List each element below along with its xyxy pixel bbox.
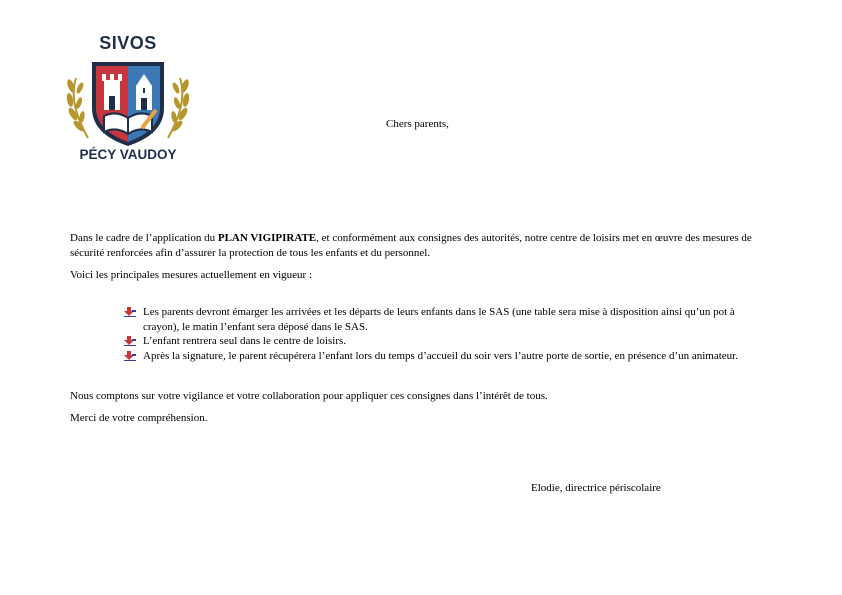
intro-before: Dans le cadre de l’application du <box>70 232 218 244</box>
closing-paragraph: Nous comptons sur votre vigilance et votre collaboration pour appliquer ces consignes dans l’intérêt de tous. <box>70 390 548 402</box>
list-item <box>124 349 769 364</box>
measure-text: Après la signature, le parent récupérera l’enfant lors du temps d’accueil du soir vers l’autre porte de sortie, en présence d’un animateur. <box>143 349 738 362</box>
list-item <box>124 305 769 334</box>
intro-bold: PLAN VIGIPIRATE <box>217 232 317 244</box>
thanks-paragraph: Merci de votre compréhension. <box>70 412 208 424</box>
laurel-left-icon <box>66 78 88 138</box>
logo-subtitle: PÉCY VAUDOY <box>79 147 177 162</box>
arrow-down-bullet-icon <box>124 351 136 361</box>
arrow-down-bullet-icon <box>124 336 136 346</box>
measure-text: L’enfant rentrera seul dans le centre de loisirs. <box>143 335 347 347</box>
signature: Elodie, directrice périscolaire <box>531 482 661 494</box>
intro-paragraph <box>70 231 770 260</box>
shield-crest-icon <box>62 58 194 150</box>
logo-title: SIVOS <box>99 33 157 53</box>
measures-list <box>124 305 769 363</box>
greeting: Chers parents, <box>386 118 449 130</box>
arrow-down-bullet-icon <box>124 307 136 317</box>
measures-intro: Voici les principales mesures actuellement en vigueur : <box>70 269 313 281</box>
sivos-logo <box>62 33 194 168</box>
laurel-right-icon <box>168 78 190 138</box>
list-item <box>124 334 769 349</box>
intro-after: , et conformément aux consignes des autorités, notre centre de loisirs met en œuvre des mesures de sécurité renforcées afin d’assurer la protection de tous les enfants et du personnel. <box>70 232 752 259</box>
measure-text: Les parents devront émarger les arrivées et les départs de leurs enfants dans le SAS (une table sera mise à disposition ainsi qu’un pot à crayon), le matin l’enfant sera déposé dans le SAS. <box>143 306 735 333</box>
